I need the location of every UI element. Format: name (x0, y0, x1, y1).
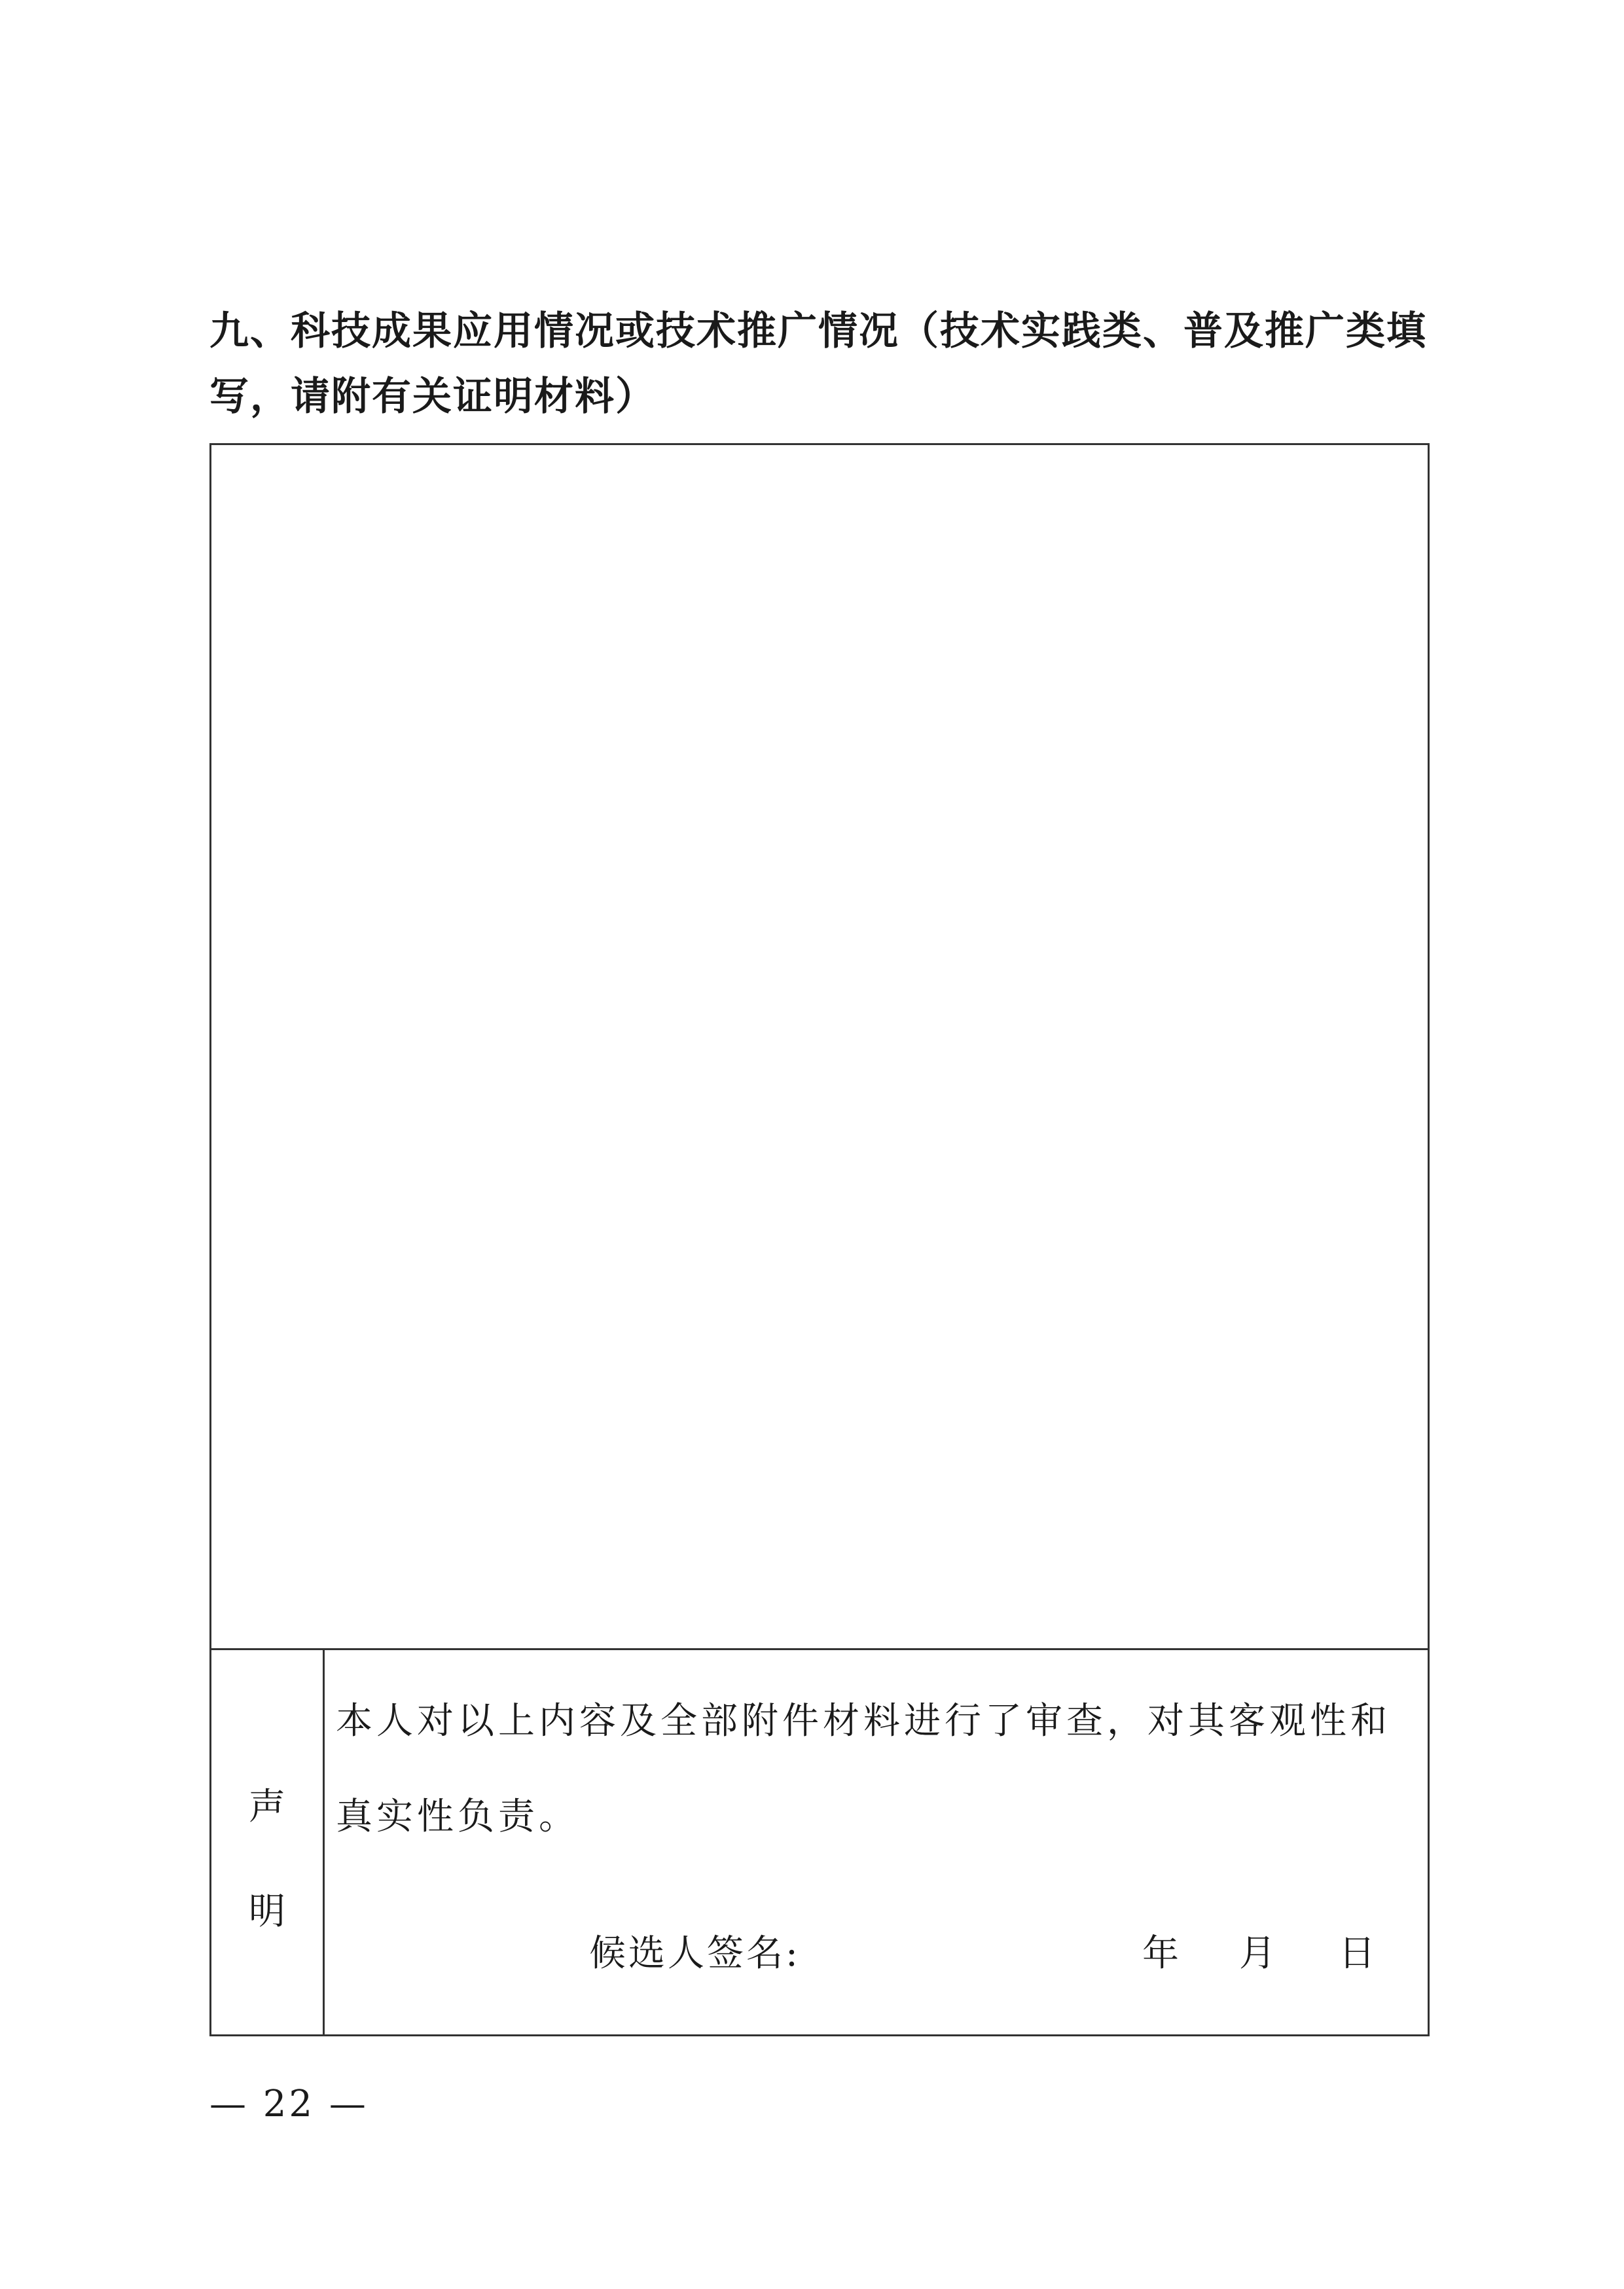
achievement-content-area[interactable] (211, 445, 1428, 1650)
signature-label: 候选人签名: (589, 1932, 801, 1975)
date-day-label: 日 (1339, 1932, 1375, 1975)
declaration-label-char-1: 声 (249, 1786, 285, 1828)
declaration-text: 本人对以上内容及全部附件材料进行了审查，对其客观性和真实性负责。 (336, 1700, 1391, 1838)
declaration-label-char-2: 明 (249, 1890, 285, 1933)
section-title: 九、科技成果应用情况或技术推广情况（技术实践类、普及推广类填写，请附有关证明材料） (209, 308, 1427, 420)
page-number: — 22 — (209, 2083, 369, 2125)
date-year-label: 年 (1142, 1932, 1179, 1975)
declaration-label-cell (211, 1650, 325, 2034)
date-month-label: 月 (1239, 1932, 1276, 1975)
